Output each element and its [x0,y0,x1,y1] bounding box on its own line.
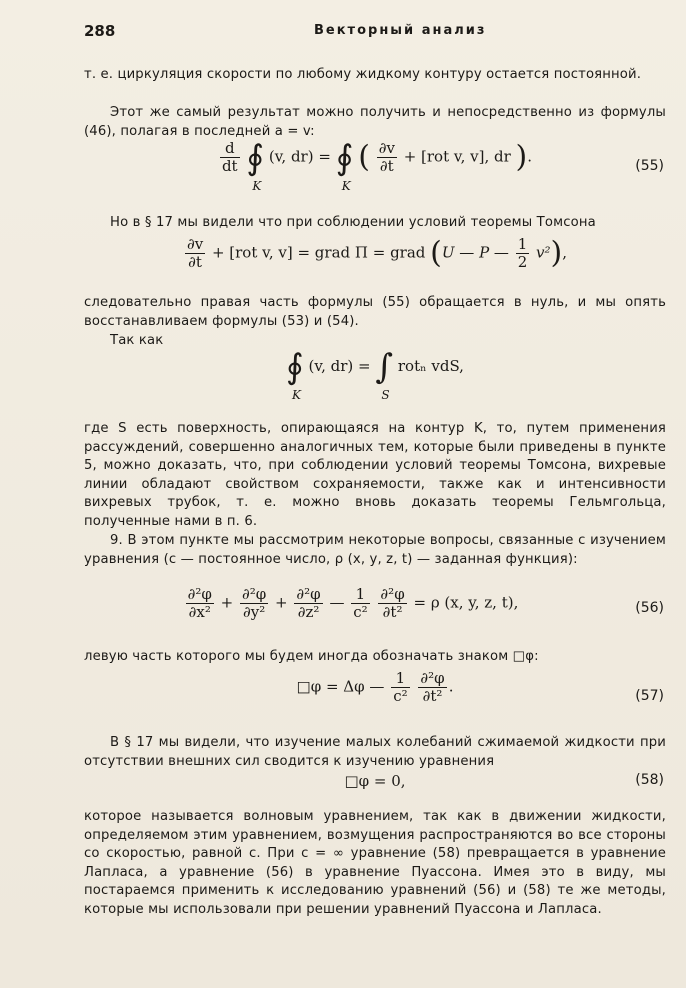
equation-number-58: (58) [635,772,664,788]
paragraph-3: Но в § 17 мы видели что при соблюдении условий теоремы Томсона [110,215,596,230]
formula-57: □φ = Δφ — $\frac{1}{\text{c²}}$ $\frac{\text{∂²φ}}{\text{∂t²}}$ . [296,669,454,705]
frac-dt-57: $\frac{\text{∂²φ}}{\text{∂t²}}$ [420,669,445,705]
stokes-lhs: (v, dr) = [308,357,371,375]
paragraph-8: левую часть которого мы будем иногда обозначать знаком □φ: [84,649,539,664]
f57-lhs: □φ = Δφ — [296,677,385,696]
paragraph-1: т. е. циркуляция скорости по любому жидкому контуру остается постоянной. [84,67,642,82]
thomson-mid: + [rot v, v] = grad Π = grad [211,243,426,262]
contour-integral-3: ∮ K [286,347,304,402]
fraction-half: $\frac{1}{2}$ [517,235,528,271]
paragraph-10: которое называется волновым уравнением, так как в движении жидкости, определяемом этим уравнением, возмущения распространяются во все стороны со скоростью, равной c. При c = ∞ уравнение (58) превращается в уравнение Лапласа, а уравнение (56) в уравнение Пуассона. Имея это в виду, мы постараемся применить к исследованию уравнений (56) и (58) те же методы, которые мы использовали при решении уравнений Пуассона и Лапласа. [84,809,666,917]
running-head: Векторный анализ [314,23,487,38]
formula-stokes [84,347,666,410]
equation-number-57: (57) [635,688,664,704]
frac-c2: $\frac{1}{\text{c²}}$ [353,585,368,621]
formula-56: $\frac{\text{∂²φ}}{\text{∂x²}}$ + $\frac{\text{∂²φ}}{\text{∂y²}}$ + $\frac{\text{∂²φ}}{\text{∂z²}}$ — $\frac{1}{\text{c²}}$ $\frac{\text{∂²φ}}{\text{∂t²}}$ = ρ (x, y, z, t), [187,585,519,621]
page-number: 288 [84,22,116,40]
paragraph-6: где S есть поверхность, опирающаяся на контур K, то, путем применения рассуждений, совершенно аналогичных тем, которые были приведены в пункте 5, можно доказать, что, при соблюдении условий теоремы Томсона, вихревые линии обладают свойством сохраняемости, также как и интенсивности вихревых трубок, т. е. можно вновь доказать теоремы Гельмгольца, полученные нами в п. 6. [84,421,666,529]
paragraph-9: В § 17 мы видели, что изучение малых колебаний сжимаемой жидкости при отсутствии внешних сил сводится к изучению уравнения [84,735,666,769]
formula-55-rhs: + [rot v, v], dr [403,147,511,166]
surface-integral: ∫ S [375,347,394,402]
formula-thomson: $\frac{\partial v}{\partial t}$ + [rot v, v] = grad Π = grad (U — P — $\frac{1}{2}$ v²), [186,235,568,271]
paragraph-7: 9. В этом пункте мы рассмотрим некоторые вопросы, связанные с изучением уравнения (c — постоянное число, ρ (x, y, z, t) — заданная функция): [84,533,666,567]
stokes-rhs: rotₙ vdS, [397,357,464,375]
frac-dz: $\frac{\text{∂²φ}}{\text{∂z²}}$ [296,585,321,621]
page-header [84,22,654,44]
equation-number-55: (55) [635,158,664,174]
formula-55-lhs: (v, dr) = [268,147,331,166]
frac-dy: $\frac{\text{∂²φ}}{\text{∂y²}}$ [242,585,267,621]
fraction-d-dt: $\frac{d}{dt}$ [221,139,238,175]
contour-integral: ∮ K [246,137,265,193]
equation-number-56: (56) [635,600,664,616]
frac-dx: $\frac{\text{∂²φ}}{\text{∂x²}}$ [187,585,212,621]
f56-rhs: = ρ (x, y, z, t), [413,593,519,612]
formula-55: $\frac{d}{dt}$ ∮ K (v, dr) = ∮ K ( $\frac{\partial v}{\partial t}$ + [rot v, v], dr ). [221,137,533,193]
fraction-dv-dt: $\frac{\partial v}{\partial t}$ [378,139,395,175]
thomson-tail: v² [536,243,551,262]
frac-dt: $\frac{\text{∂²φ}}{\text{∂t²}}$ [380,585,405,621]
paragraph-2: Этот же самый результат можно получить и непосредственно из формулы (46), полагая в последней a = v: [84,105,666,139]
fraction-dv-dt-thomson: $\frac{\partial v}{\partial t}$ [186,235,204,271]
contour-integral-2: ∮ K [335,137,354,193]
paragraph-4: следовательно правая часть формулы (55) обращается в нуль, и мы опять восстанавливаем формулы (53) и (54). [84,295,666,329]
paragraph-5: Так как [110,333,164,348]
formula-58: □φ = 0, [344,772,406,790]
frac-c2-57: $\frac{1}{\text{c²}}$ [393,669,408,705]
thomson-paren: U — P — [441,243,509,262]
